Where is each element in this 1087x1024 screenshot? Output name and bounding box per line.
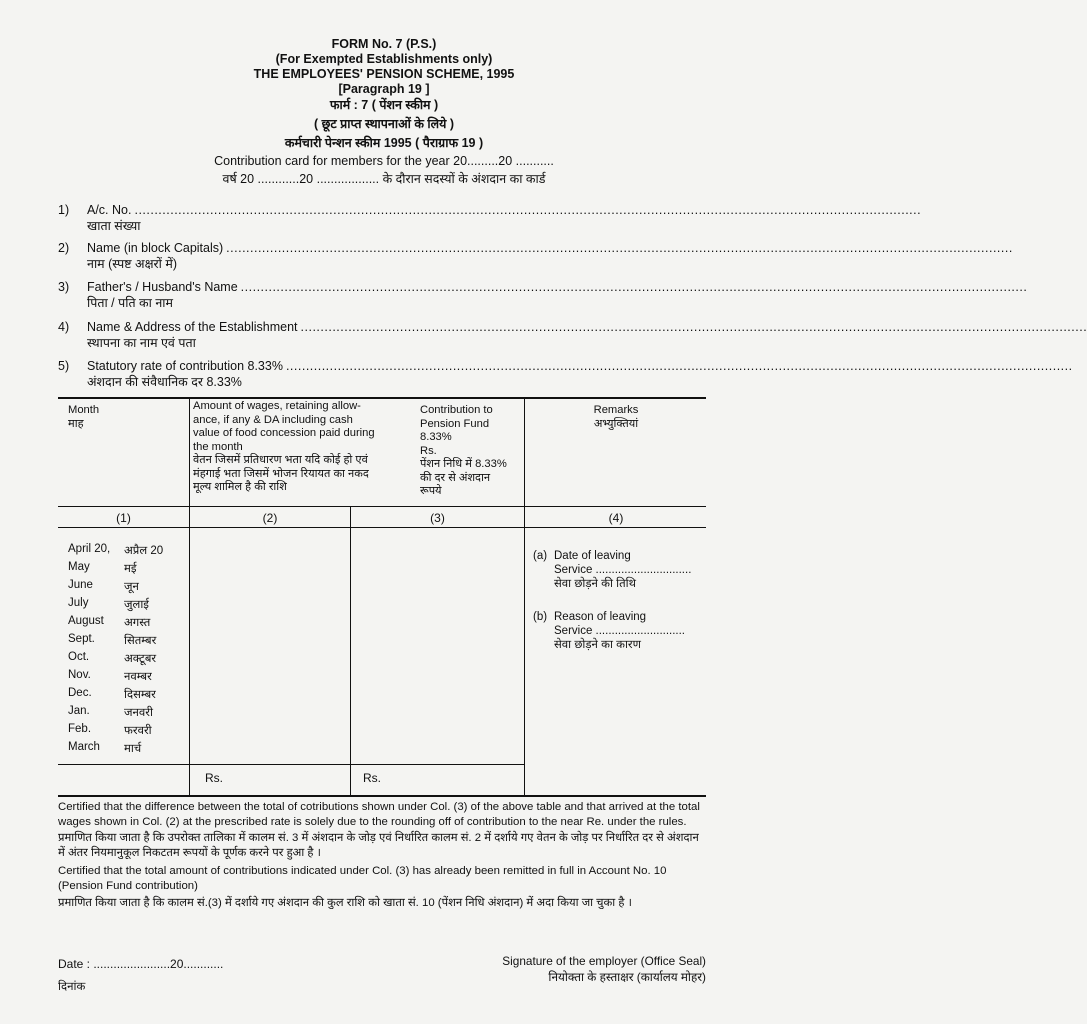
fill-in-line[interactable]: ...................................................................................................................................................................................................... [285,359,1073,373]
scheme-title: THE EMPLOYEES' PENSION SCHEME, 1995 [253,67,515,81]
certification-2: Certified that the total amount of contributions indicated under Col. (3) has already been remitted in full in Account No. 10 (Pension Fund contribution) [58,865,667,892]
table-col-divider-3 [524,398,525,796]
month-en: Feb. [68,723,92,735]
field-label: Name (in block Capitals) [87,241,224,255]
table-col-divider-2 [350,507,351,796]
month-en: June [68,579,93,591]
certification-1-hindi: प्रमाणित किया जाता है कि उपरोक्त तालिका में कालम सं. 3 में अंशदान के जोड़ एवं निर्धारित कालम सं. 2 में दर्शाये गए वेतन के जोड़ पर निर्धारित दर से अंशदान में अंतर नियमानुकूल निकटतम रूपयों के पूर्णक करने पर हुआ है । [58,832,699,859]
wages-column-header [193,400,413,495]
employer-signature[interactable]: Signature of the employer (Office Seal) [502,954,706,968]
field-number: 5) [58,359,70,373]
header-text: Pension Fund [420,417,490,430]
field-hindi-label: पिता / पति का नाम [87,296,174,310]
field-name [58,241,1013,273]
table-col-divider-1 [189,398,190,796]
remark-text: Service ............................ [554,625,686,637]
contribution-entry-area[interactable] [352,529,523,763]
month-hi: जनवरी [124,707,153,719]
remark-text-hindi: सेवा छोड़ने की तिथि [554,578,636,590]
remark-a-date-of-leaving[interactable] [554,549,704,591]
month-en: Dec. [68,687,92,699]
remark-text: Service .............................. [554,564,692,576]
month-en: April 20, [68,543,111,555]
header-text-hindi: मूल्य शामिल है की राशि [193,481,287,493]
header-text: the month [193,440,243,453]
header-text-hindi: वेतन जिसमें प्रतिधारण भता यदि कोई हो एवं [193,454,368,466]
month-hi: अप्रैल 20 [124,545,164,557]
contribution-column-header [420,404,522,499]
contribution-total-rs: Rs. [363,771,381,785]
header-text: Rs. [420,444,437,457]
header-text-hindi: की दर से अंशदान [420,471,491,484]
col-number-3: (3) [430,511,445,525]
month-hi: फरवरी [124,725,152,737]
month-hi: मार्च [124,743,142,755]
col-number-1: (1) [116,511,131,525]
date-label-hindi: दिनांक [58,981,86,993]
remark-a-label: (a) [533,550,548,562]
field-label: Statutory rate of contribution 8.33% [87,359,283,373]
remarks-column-header [525,404,707,431]
field-account-number [58,203,922,235]
employer-signature-hindi: नियोक्ता के हस्ताक्षर (कार्यालय मोहर) [548,970,706,984]
month-en: Oct. [68,651,90,663]
field-hindi-label: खाता संख्या [87,219,141,233]
remark-text: Reason of leaving [554,611,647,623]
paragraph-ref: [Paragraph 19 ] [338,82,430,96]
fill-in-line[interactable]: ...................................................................................................................................................................................................... [226,241,1013,255]
header-text: 8.33% [420,431,452,443]
certification-1: Certified that the difference between the total of cotributions shown under Col. (3) of the above table and that arrived at the total wages shown in Col. (2) at the prescribed rate is solely due to the rounding off of contribution to the near Re. under the rules. [58,801,700,828]
date-field[interactable]: Date : .......................20............ [58,957,224,971]
header-text: value of food concession paid during [193,427,375,439]
fill-in-line[interactable]: ...................................................................................................................................................................................................... [300,320,1087,334]
hindi-contribution-card-title: वर्ष 20 ............20 .................. के दौरान सदस्यों के अंशदान का कार्ड [222,172,546,186]
header-text-hindi: अभ्युक्तियां [593,417,639,430]
field-label: Father's / Husband's Name [87,280,238,294]
header-text: Amount of wages, retaining allow- [193,400,361,412]
field-father-husband-name [58,280,1028,312]
month-hi: सितम्बर [124,635,157,647]
fill-in-line[interactable]: ...................................................................................................................................................................................................... [134,203,922,217]
month-hi: मई [124,563,137,575]
table-bottom-border [58,795,706,797]
field-label: Name & Address of the Establishment [87,320,298,334]
remark-text: Date of leaving [554,550,631,562]
month-hi: अक्टूबर [124,653,157,665]
form-number: FORM No. 7 (P.S.) [331,37,437,51]
table-top-border [58,397,706,399]
form-subtitle: (For Exempted Establishments only) [275,52,493,66]
month-en: Nov. [68,669,91,681]
month-en: August [68,615,104,627]
header-text-hindi: मंहगाई भता जिसमें भोजन रियायत का नकद [193,467,369,480]
month-hi: दिसम्बर [124,689,156,701]
month-column-header [68,404,183,431]
month-en: July [68,597,89,609]
hindi-scheme-title: कर्मचारी पेन्शन स्कीम 1995 ( पैराग्राफ 19 ) [284,136,484,150]
hindi-subtitle: ( छूट प्राप्त स्थापनाओं के लिये ) [313,117,454,131]
contribution-card-title: Contribution card for members for the year 20.........20 ........... [214,154,554,168]
col-number-4: (4) [608,511,624,525]
header-text-hindi: माह [68,417,84,430]
field-hindi-label: अंशदान की संवैधानिक दर 8.33% [87,375,242,389]
remark-b-reason-of-leaving[interactable] [554,610,704,652]
header-text-hindi: पेंशन निधि में 8.33% [420,458,507,470]
table-header-divider [58,506,706,507]
table-total-divider [58,764,524,765]
month-hi: अगस्त [124,617,151,629]
month-en: March [68,741,100,753]
field-number: 3) [58,280,70,294]
wages-entry-area[interactable] [191,529,349,763]
month-en: May [68,561,90,573]
field-number: 2) [58,241,70,255]
field-hindi-label: नाम (स्पष्ट अक्षरों में) [87,257,177,271]
header-text-hindi: रूपये [420,485,442,497]
hindi-form-number: फार्म : 7 ( पेंशन स्कीम ) [329,98,439,112]
col-number-2: (2) [262,511,278,525]
remark-b-label: (b) [533,611,548,623]
field-number: 1) [58,203,70,217]
month-hi: नवम्बर [124,671,152,683]
certification-2-hindi: प्रमाणित किया जाता है कि कालम सं.(3) में दर्शाये गए अंशदान की कुल राशि को खाता सं. 10 (पेंशन निधि अंशदान) में अदा किया जा चुका है । [58,897,632,909]
remark-text-hindi: सेवा छोड़ने का कारण [554,639,641,651]
table-colnum-divider [58,527,706,528]
month-hi: जुलाई [124,599,149,611]
month-hi: जून [124,581,139,593]
header-text: Remarks [593,404,639,416]
header-text: Contribution to [420,404,493,416]
field-hindi-label: स्थापना का नाम एवं पता [87,336,196,350]
header-text: Month [68,404,100,416]
month-en: Sept. [68,633,95,645]
wages-total-rs: Rs. [205,771,223,785]
fill-in-line[interactable]: ...................................................................................................................................................................................................... [240,280,1028,294]
field-establishment [58,320,1087,352]
month-en: Jan. [68,705,90,717]
field-number: 4) [58,320,70,334]
field-label: A/c. No. [87,203,132,217]
field-contribution-rate [58,359,1073,391]
header-text: ance, if any & DA including cash [193,413,353,426]
